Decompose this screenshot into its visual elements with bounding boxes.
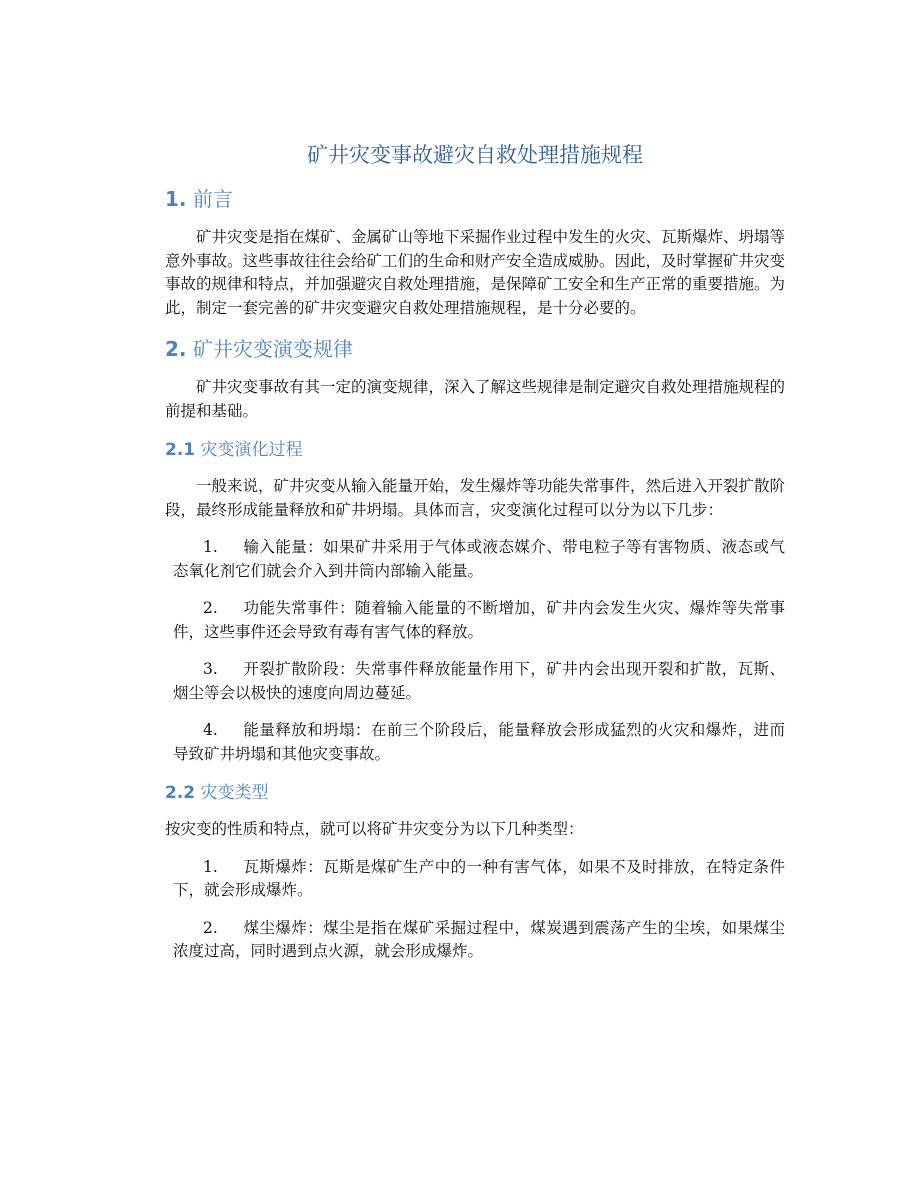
document-page	[165, 140, 785, 978]
list-item	[173, 658, 785, 705]
section-2-1-number: 2.1	[165, 440, 196, 460]
list-item	[173, 719, 785, 766]
section-2-number: 2.	[165, 337, 187, 361]
section-1-number: 1.	[165, 187, 187, 211]
section-2-1-paragraph: 一般来说，矿井灾变从输入能量开始，发生爆炸等功能失常事件，然后进入开裂扩散阶段，最终形成能量释放和矿井坍塌。具体而言，灾变演化过程可以分为以下几步：	[165, 477, 786, 519]
list-item-number: 1.	[203, 538, 218, 556]
section-2-2-heading	[165, 780, 785, 806]
document-title: 矿井灾变事故避灾自救处理措施规程	[307, 143, 643, 167]
list-item	[173, 597, 785, 644]
list-item-text: 开裂扩散阶段：失常事件释放能量作用下，矿井内会出现开裂和扩散，瓦斯、烟尘等会以极快的速度向周边蔓延。	[173, 660, 785, 702]
list-item-number: 4.	[203, 721, 218, 739]
list-item-number: 2.	[203, 599, 218, 617]
list-item-text: 煤尘爆炸：煤尘是指在煤矿采掘过程中，煤炭遇到震荡产生的尘埃，如果煤尘浓度过高，同时遇到点火源，就会形成爆炸。	[173, 918, 785, 960]
list-item	[173, 917, 785, 964]
list-item-text: 瓦斯爆炸：瓦斯是煤矿生产中的一种有害气体，如果不及时排放，在特定条件下，就会形成爆炸。	[173, 857, 785, 899]
section-1-paragraph: 矿井灾变是指在煤矿、金属矿山等地下采掘作业过程中发生的火灾、瓦斯爆炸、坍塌等意外事故。这些事故往往会给矿工们的生命和财产安全造成威胁。因此，及时掌握矿井灾变事故的规律和特点，并加强避灾自救处理措施，是保障矿工安全和生产正常的重要措施。为此，制定一套完善的矿井灾变避灾自救处理措施规程，是十分必要的。	[165, 228, 786, 317]
section-2-1-title: 灾变演化过程	[200, 440, 303, 460]
list-item	[173, 536, 785, 583]
list-item-number: 3.	[203, 660, 218, 678]
list-item-number: 1.	[203, 857, 218, 876]
section-1-heading	[165, 184, 785, 214]
list-item-number: 2.	[203, 918, 218, 937]
section-2-1-heading	[165, 437, 785, 463]
section-2-title: 矿井灾变演变规律	[192, 337, 353, 361]
section-2-heading	[165, 334, 785, 364]
section-1-title: 前言	[192, 187, 233, 211]
list-item-text: 能量释放和坍塌：在前三个阶段后，能量释放会形成猛烈的火灾和爆炸，进而导致矿井坍塌和其他灾变事故。	[173, 721, 785, 763]
list-item	[173, 856, 785, 903]
list-item-text: 功能失常事件：随着输入能量的不断增加，矿井内会发生火灾、爆炸等失常事件，这些事件还会导致有毒有害气体的释放。	[173, 599, 785, 641]
section-2-paragraph: 矿井灾变事故有其一定的演变规律，深入了解这些规律是制定避灾自救处理措施规程的前提和基础。	[165, 378, 786, 420]
section-2-2-title: 灾变类型	[200, 783, 269, 803]
section-2-2-paragraph: 按灾变的性质和特点，就可以将矿井灾变分为以下几种类型：	[165, 820, 584, 838]
list-item-text: 输入能量：如果矿井采用于气体或液态媒介、带电粒子等有害物质、液态或气态氧化剂它们就会介入到井筒内部输入能量。	[173, 538, 785, 580]
section-2-2-number: 2.2	[165, 783, 196, 803]
